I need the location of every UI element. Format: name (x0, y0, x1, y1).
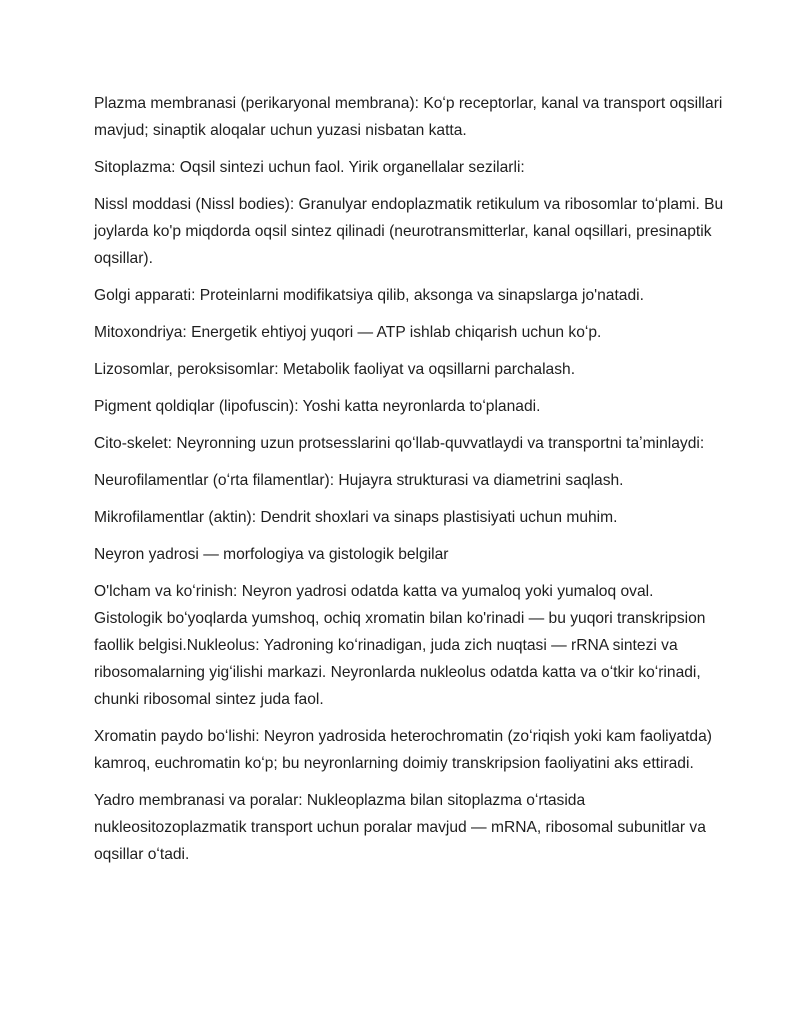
document-page (94, 90, 724, 878)
paragraph-microfilaments: Mikrofilamentlar (aktin): Dendrit shoxlari va sinaps plastisiyati uchun muhim. (94, 509, 618, 526)
paragraph-nucleus-size: O'lcham va koʻrinish: Neyron yadrosi odatda katta va yumaloq yoki yumaloq oval. Gistologik boʻyoqlarda yumshoq, ochiq xromatin bilan ko'rinadi — bu yuqori transkripsion faollik belgisi.Nukleolus: Yadroning koʻrinadigan, juda zich nuqtasi — rRNA sintezi va ribosomalarning yigʻilishi markazi. Neyronlarda nukleolus odatda katta va oʻtkir koʻrinadi, chunki ribosomal sintez juda faol. (94, 583, 706, 708)
paragraph-neurofilaments: Neurofilamentlar (oʻrta filamentlar): Hujayra strukturasi va diametrini saqlash. (94, 472, 624, 489)
paragraph-cytoskeleton: Cito-skelet: Neyronning uzun protsesslarini qoʻllab-quvvatlaydi va transportni taʼminlaydi: (94, 435, 705, 452)
paragraph-mitochondria: Mitoxondriya: Energetik ehtiyoj yuqori — ATP ishlab chiqarish uchun koʻp. (94, 324, 602, 341)
paragraph-lysosomes: Lizosomlar, peroksisomlar: Metabolik faoliyat va oqsillarni parchalash. (94, 361, 576, 378)
paragraph-nuclear-membrane: Yadro membranasi va poralar: Nukleoplazma bilan sitoplazma oʻrtasida nukleositozoplazmatik transport uchun poralar mavjud — mRNA, ribosomal subunitlar va oqsillar oʻtadi. (94, 792, 706, 863)
paragraph-golgi: Golgi apparati: Proteinlarni modifikatsiya qilib, aksonga va sinapslarga jo'natadi. (94, 287, 644, 304)
section-heading-nucleus: Neyron yadrosi — morfologiya va gistologik belgilar (94, 546, 449, 563)
paragraph-plasma-membrane: Plazma membranasi (perikaryonal membrana): Koʻp receptorlar, kanal va transport oqsillari mavjud; sinaptik aloqalar uchun yuzasi nisbatan katta. (94, 95, 723, 139)
paragraph-lipofuscin: Pigment qoldiqlar (lipofuscin): Yoshi katta neyronlarda toʻplanadi. (94, 398, 541, 415)
paragraph-cytoplasm: Sitoplazma: Oqsil sintezi uchun faol. Yirik organellalar sezilarli: (94, 159, 525, 176)
paragraph-chromatin: Xromatin paydo boʻlishi: Neyron yadrosida heterochromatin (zoʻriqish yoki kam faoliyatda) kamroq, euchromatin koʻp; bu neyronlarning doimiy transkripsion faoliyatini aks ettiradi. (94, 728, 712, 772)
paragraph-nissl-bodies: Nissl moddasi (Nissl bodies): Granulyar endoplazmatik retikulum va ribosomlar toʻplami. Bu joylarda ko'p miqdorda oqsil sintez qilinadi (neurotransmitterlar, kanal oqsillari, presinaptik oqsillar). (94, 196, 724, 267)
